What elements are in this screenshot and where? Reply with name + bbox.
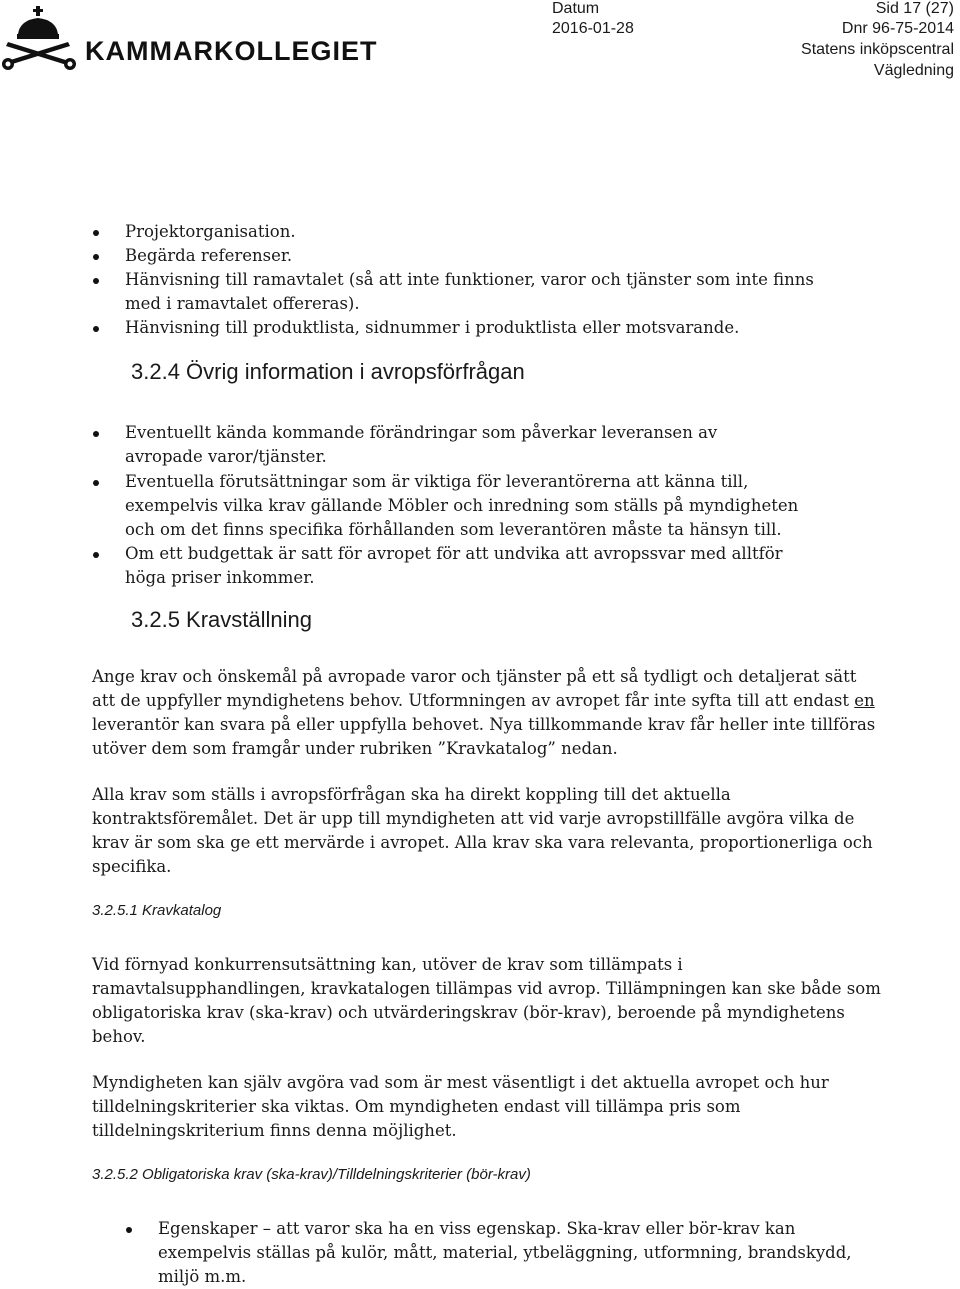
paragraph: Myndigheten kan själv avgöra vad som är mest väsentligt i det aktuella avropet och hur tilldelningskriterier ska viktas. Om myndigheten endast vill tillämpa pris som tilldelningskriterium finns denna möjlighet. bbox=[92, 1073, 829, 1140]
requirements-list bbox=[0, 220, 860, 340]
heading-3-2-5-1: 3.2.5.1 Kravkatalog bbox=[92, 902, 222, 919]
paragraph: Alla krav som ställs i avropsförfrågan ska ha direkt koppling till det aktuella kontraktsföremålet. Det är upp till myndigheten att vid varje avropstillfälle avgöra vilka de krav är som ska ge ett mervärde i avropet. Alla krav ska vara relevanta, proportionerliga och specifika. bbox=[92, 785, 873, 876]
heading-3-2-5-2: 3.2.5.2 Obligatoriska krav (ska-krav)/Tilldelningskriterier (bör-krav) bbox=[92, 1166, 531, 1183]
heading-3-2-4: 3.2.4 Övrig information i avropsförfrågan bbox=[131, 359, 525, 384]
mandatory-requirements-list bbox=[0, 1217, 880, 1289]
paragraph: Vid förnyad konkurrensutsättning kan, utöver de krav som tillämpats i ramavtalsupphandlingen, kravkatalogen tillämpas vid avrop. Tillämpningen kan ske både som obligatoriska krav (ska-krav) och utvärderingskrav (bör-krav), beroende på myndighetens behov. bbox=[92, 955, 881, 1046]
list-item: Eventuella förutsättningar som är viktiga för leverantörerna att känna till, exempelvis vilka krav gällande Möbler och inredning som ställs på myndigheten och om det finns specifika förhållanden som leverantören måste ta hänsyn till. bbox=[0, 470, 860, 542]
crown-emblem-icon bbox=[0, 4, 82, 74]
list-item: Hänvisning till produktlista, sidnummer i produktlista eller motsvarande. bbox=[0, 316, 860, 340]
paragraph-text: leverantör kan svara på eller uppfylla behovet. Nya tillkommande krav får heller inte tillföras utöver dem som framgår under rubriken ”Kravkatalog” nedan. bbox=[92, 715, 876, 758]
list-item: Om ett budgettak är satt för avropet för att undvika att avropssvar med alltför höga priser inkommer. bbox=[0, 542, 860, 590]
list-item: Egenskaper – att varor ska ha en viss egenskap. Ska-krav eller bör-krav kan exempelvis ställas på kulör, mått, material, ytbeläggning, utformning, brandskydd, miljö m.m. bbox=[0, 1217, 880, 1289]
list-item: Projektorganisation. bbox=[0, 220, 860, 244]
paragraph-text: Ange krav och önskemål på avropade varor och tjänster på ett så tydligt och detaljerat sätt att de uppfyller myndighetens behov. Utformningen av avropet får inte syfta till att endast bbox=[92, 667, 857, 710]
date-value: 2016-01-28 bbox=[552, 20, 634, 37]
logo-wordmark: KAMMARKOLLEGIET bbox=[85, 36, 378, 66]
organization-name: Statens inköpscentral bbox=[801, 41, 954, 58]
list-item: Hänvisning till ramavtalet (så att inte funktioner, varor och tjänster som inte finns med i ramavtalet offereras). bbox=[0, 268, 860, 316]
kammarkollegiet-logo bbox=[0, 4, 378, 74]
list-item: Eventuellt kända kommande förändringar som påverkar leveransen av avropade varor/tjänster. bbox=[0, 421, 860, 469]
page-number: Sid 17 (27) bbox=[875, 0, 954, 17]
list-item: Begärda referenser. bbox=[0, 244, 860, 268]
heading-3-2-5: 3.2.5 Kravställning bbox=[131, 607, 312, 632]
underlined-word: en bbox=[854, 691, 875, 710]
dnr-number: Dnr 96-75-2014 bbox=[841, 20, 954, 37]
paragraph bbox=[92, 665, 882, 761]
other-info-list bbox=[0, 421, 860, 590]
date-label: Datum bbox=[552, 0, 600, 17]
document-type: Vägledning bbox=[873, 62, 954, 79]
